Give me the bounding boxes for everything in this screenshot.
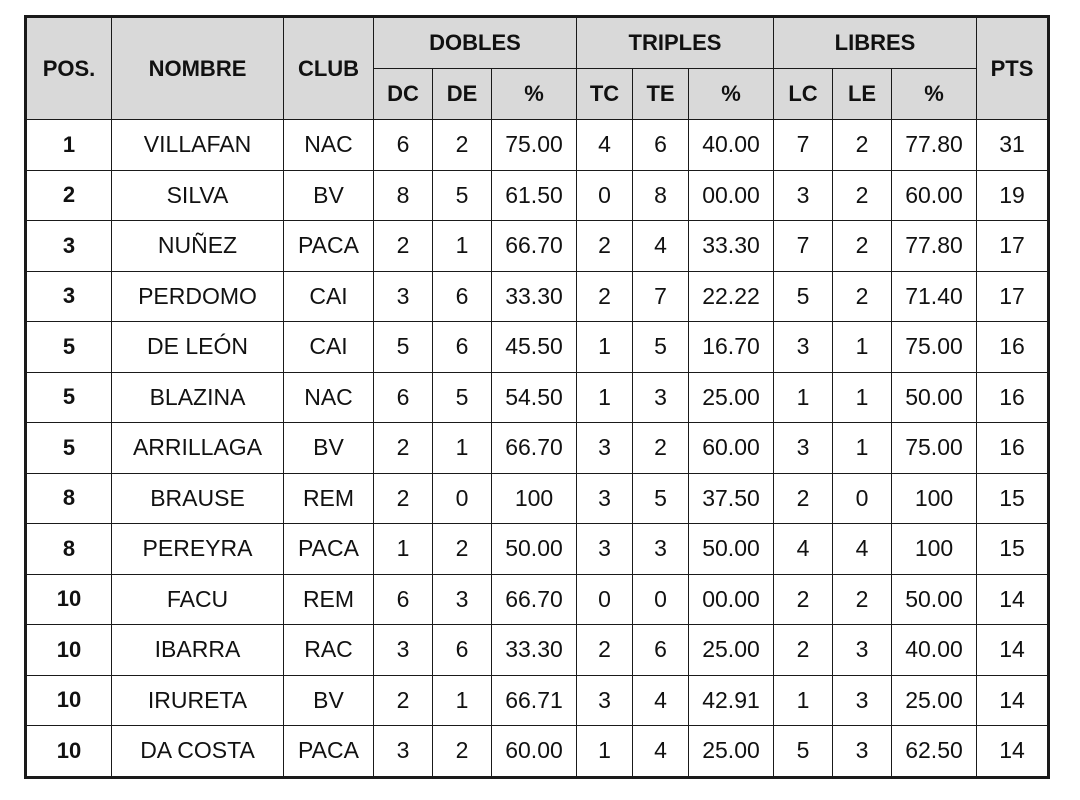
cell-le: 3: [833, 625, 892, 676]
cell-pts: 14: [977, 625, 1049, 676]
cell-pts: 14: [977, 726, 1049, 778]
cell-tc: 1: [577, 322, 633, 373]
table-row: [26, 170, 1049, 221]
cell-dc: 2: [374, 423, 433, 474]
cell-club: NAC: [284, 120, 374, 171]
cell-club: NAC: [284, 372, 374, 423]
cell-tc: 3: [577, 473, 633, 524]
cell-dc: 6: [374, 372, 433, 423]
cell-pts: 17: [977, 221, 1049, 272]
cell-triples-pct: 37.50: [689, 473, 774, 524]
cell-dc: 6: [374, 574, 433, 625]
cell-nombre: VILLAFAN: [112, 120, 284, 171]
cell-lc: 7: [774, 221, 833, 272]
cell-de: 6: [433, 322, 492, 373]
cell-tc: 3: [577, 675, 633, 726]
cell-tc: 4: [577, 120, 633, 171]
cell-te: 6: [633, 625, 689, 676]
cell-lc: 3: [774, 423, 833, 474]
cell-lc: 2: [774, 473, 833, 524]
cell-pos: 1: [26, 120, 112, 171]
cell-nombre: PEREYRA: [112, 524, 284, 575]
cell-nombre: SILVA: [112, 170, 284, 221]
cell-triples-pct: 22.22: [689, 271, 774, 322]
cell-libres-pct: 50.00: [892, 574, 977, 625]
table-row: [26, 423, 1049, 474]
cell-de: 3: [433, 574, 492, 625]
cell-lc: 4: [774, 524, 833, 575]
header-libres-pct: %: [892, 69, 977, 120]
cell-de: 2: [433, 120, 492, 171]
cell-te: 4: [633, 675, 689, 726]
header-de: DE: [433, 69, 492, 120]
cell-libres-pct: 77.80: [892, 120, 977, 171]
cell-pts: 16: [977, 423, 1049, 474]
cell-libres-pct: 100: [892, 524, 977, 575]
cell-dc: 2: [374, 675, 433, 726]
cell-le: 1: [833, 372, 892, 423]
cell-tc: 1: [577, 726, 633, 778]
cell-te: 8: [633, 170, 689, 221]
header-triples: TRIPLES: [577, 17, 774, 69]
cell-dobles-pct: 66.70: [492, 423, 577, 474]
cell-lc: 1: [774, 372, 833, 423]
cell-te: 4: [633, 726, 689, 778]
cell-pos: 10: [26, 675, 112, 726]
header-dobles-pct: %: [492, 69, 577, 120]
cell-de: 5: [433, 372, 492, 423]
cell-le: 3: [833, 726, 892, 778]
table-row: [26, 675, 1049, 726]
cell-dc: 3: [374, 726, 433, 778]
cell-dc: 1: [374, 524, 433, 575]
cell-le: 1: [833, 423, 892, 474]
cell-nombre: DA COSTA: [112, 726, 284, 778]
cell-libres-pct: 71.40: [892, 271, 977, 322]
cell-triples-pct: 25.00: [689, 726, 774, 778]
table-row: [26, 322, 1049, 373]
cell-pts: 16: [977, 322, 1049, 373]
cell-dobles-pct: 33.30: [492, 625, 577, 676]
cell-le: 1: [833, 322, 892, 373]
cell-pts: 15: [977, 473, 1049, 524]
cell-lc: 2: [774, 625, 833, 676]
cell-pos: 5: [26, 423, 112, 474]
cell-te: 5: [633, 322, 689, 373]
cell-triples-pct: 42.91: [689, 675, 774, 726]
cell-de: 5: [433, 170, 492, 221]
player-stats-table: [24, 15, 1050, 779]
cell-triples-pct: 40.00: [689, 120, 774, 171]
cell-tc: 0: [577, 170, 633, 221]
cell-pos: 8: [26, 524, 112, 575]
cell-dc: 3: [374, 625, 433, 676]
cell-club: BV: [284, 423, 374, 474]
table-header: [26, 17, 1049, 120]
cell-lc: 5: [774, 726, 833, 778]
cell-dobles-pct: 66.70: [492, 574, 577, 625]
cell-le: 2: [833, 221, 892, 272]
cell-triples-pct: 16.70: [689, 322, 774, 373]
cell-pos: 5: [26, 322, 112, 373]
cell-dc: 3: [374, 271, 433, 322]
cell-nombre: NUÑEZ: [112, 221, 284, 272]
cell-club: PACA: [284, 726, 374, 778]
cell-club: BV: [284, 170, 374, 221]
cell-nombre: ARRILLAGA: [112, 423, 284, 474]
cell-te: 3: [633, 524, 689, 575]
cell-pts: 17: [977, 271, 1049, 322]
cell-de: 6: [433, 625, 492, 676]
cell-pts: 16: [977, 372, 1049, 423]
cell-club: BV: [284, 675, 374, 726]
cell-lc: 5: [774, 271, 833, 322]
cell-te: 6: [633, 120, 689, 171]
cell-club: RAC: [284, 625, 374, 676]
cell-te: 5: [633, 473, 689, 524]
header-triples-pct: %: [689, 69, 774, 120]
cell-dc: 8: [374, 170, 433, 221]
cell-triples-pct: 25.00: [689, 625, 774, 676]
stats-table-container: [24, 15, 1050, 779]
cell-pts: 14: [977, 675, 1049, 726]
cell-dc: 2: [374, 473, 433, 524]
cell-de: 2: [433, 524, 492, 575]
cell-le: 0: [833, 473, 892, 524]
cell-tc: 0: [577, 574, 633, 625]
cell-nombre: IBARRA: [112, 625, 284, 676]
header-dobles: DOBLES: [374, 17, 577, 69]
table-body: [26, 120, 1049, 778]
cell-pos: 2: [26, 170, 112, 221]
cell-te: 0: [633, 574, 689, 625]
cell-pts: 14: [977, 574, 1049, 625]
table-row: [26, 221, 1049, 272]
header-dc: DC: [374, 69, 433, 120]
table-row: [26, 372, 1049, 423]
header-pos: POS.: [26, 17, 112, 120]
cell-le: 2: [833, 170, 892, 221]
cell-pos: 10: [26, 625, 112, 676]
cell-lc: 2: [774, 574, 833, 625]
cell-pts: 15: [977, 524, 1049, 575]
cell-libres-pct: 60.00: [892, 170, 977, 221]
cell-triples-pct: 33.30: [689, 221, 774, 272]
cell-te: 4: [633, 221, 689, 272]
cell-dobles-pct: 33.30: [492, 271, 577, 322]
cell-libres-pct: 75.00: [892, 322, 977, 373]
cell-dobles-pct: 50.00: [492, 524, 577, 575]
cell-dc: 5: [374, 322, 433, 373]
cell-tc: 3: [577, 524, 633, 575]
cell-triples-pct: 00.00: [689, 170, 774, 221]
cell-nombre: IRURETA: [112, 675, 284, 726]
header-libres: LIBRES: [774, 17, 977, 69]
cell-tc: 2: [577, 221, 633, 272]
table-row: [26, 473, 1049, 524]
header-lc: LC: [774, 69, 833, 120]
cell-libres-pct: 77.80: [892, 221, 977, 272]
cell-de: 0: [433, 473, 492, 524]
cell-lc: 1: [774, 675, 833, 726]
table-row: [26, 574, 1049, 625]
cell-pos: 3: [26, 271, 112, 322]
cell-triples-pct: 00.00: [689, 574, 774, 625]
table-row: [26, 625, 1049, 676]
cell-dobles-pct: 45.50: [492, 322, 577, 373]
cell-le: 4: [833, 524, 892, 575]
cell-te: 7: [633, 271, 689, 322]
cell-de: 6: [433, 271, 492, 322]
cell-tc: 3: [577, 423, 633, 474]
cell-nombre: PERDOMO: [112, 271, 284, 322]
cell-pos: 3: [26, 221, 112, 272]
cell-triples-pct: 50.00: [689, 524, 774, 575]
cell-libres-pct: 62.50: [892, 726, 977, 778]
cell-dobles-pct: 61.50: [492, 170, 577, 221]
cell-club: CAI: [284, 322, 374, 373]
cell-le: 2: [833, 271, 892, 322]
table-row: [26, 726, 1049, 778]
cell-club: CAI: [284, 271, 374, 322]
header-le: LE: [833, 69, 892, 120]
cell-lc: 3: [774, 322, 833, 373]
cell-dobles-pct: 75.00: [492, 120, 577, 171]
header-tc: TC: [577, 69, 633, 120]
cell-de: 2: [433, 726, 492, 778]
cell-de: 1: [433, 675, 492, 726]
header-nombre: NOMBRE: [112, 17, 284, 120]
cell-nombre: DE LEÓN: [112, 322, 284, 373]
cell-pts: 31: [977, 120, 1049, 171]
cell-libres-pct: 40.00: [892, 625, 977, 676]
cell-club: PACA: [284, 524, 374, 575]
cell-dobles-pct: 54.50: [492, 372, 577, 423]
cell-dobles-pct: 66.71: [492, 675, 577, 726]
cell-club: REM: [284, 473, 374, 524]
cell-dobles-pct: 60.00: [492, 726, 577, 778]
cell-pos: 5: [26, 372, 112, 423]
cell-lc: 3: [774, 170, 833, 221]
cell-pts: 19: [977, 170, 1049, 221]
cell-libres-pct: 75.00: [892, 423, 977, 474]
cell-le: 3: [833, 675, 892, 726]
cell-pos: 10: [26, 726, 112, 778]
cell-pos: 10: [26, 574, 112, 625]
cell-club: PACA: [284, 221, 374, 272]
cell-tc: 1: [577, 372, 633, 423]
cell-de: 1: [433, 423, 492, 474]
cell-te: 3: [633, 372, 689, 423]
cell-dc: 2: [374, 221, 433, 272]
cell-dobles-pct: 66.70: [492, 221, 577, 272]
cell-tc: 2: [577, 271, 633, 322]
cell-dc: 6: [374, 120, 433, 171]
table-row: [26, 120, 1049, 171]
header-club: CLUB: [284, 17, 374, 120]
cell-libres-pct: 50.00: [892, 372, 977, 423]
cell-triples-pct: 25.00: [689, 372, 774, 423]
cell-te: 2: [633, 423, 689, 474]
cell-lc: 7: [774, 120, 833, 171]
cell-le: 2: [833, 120, 892, 171]
cell-nombre: FACU: [112, 574, 284, 625]
cell-nombre: BRAUSE: [112, 473, 284, 524]
cell-tc: 2: [577, 625, 633, 676]
cell-le: 2: [833, 574, 892, 625]
cell-libres-pct: 25.00: [892, 675, 977, 726]
table-row: [26, 524, 1049, 575]
cell-libres-pct: 100: [892, 473, 977, 524]
cell-triples-pct: 60.00: [689, 423, 774, 474]
cell-de: 1: [433, 221, 492, 272]
header-te: TE: [633, 69, 689, 120]
cell-dobles-pct: 100: [492, 473, 577, 524]
table-row: [26, 271, 1049, 322]
cell-club: REM: [284, 574, 374, 625]
cell-pos: 8: [26, 473, 112, 524]
cell-nombre: BLAZINA: [112, 372, 284, 423]
header-pts: PTS: [977, 17, 1049, 120]
